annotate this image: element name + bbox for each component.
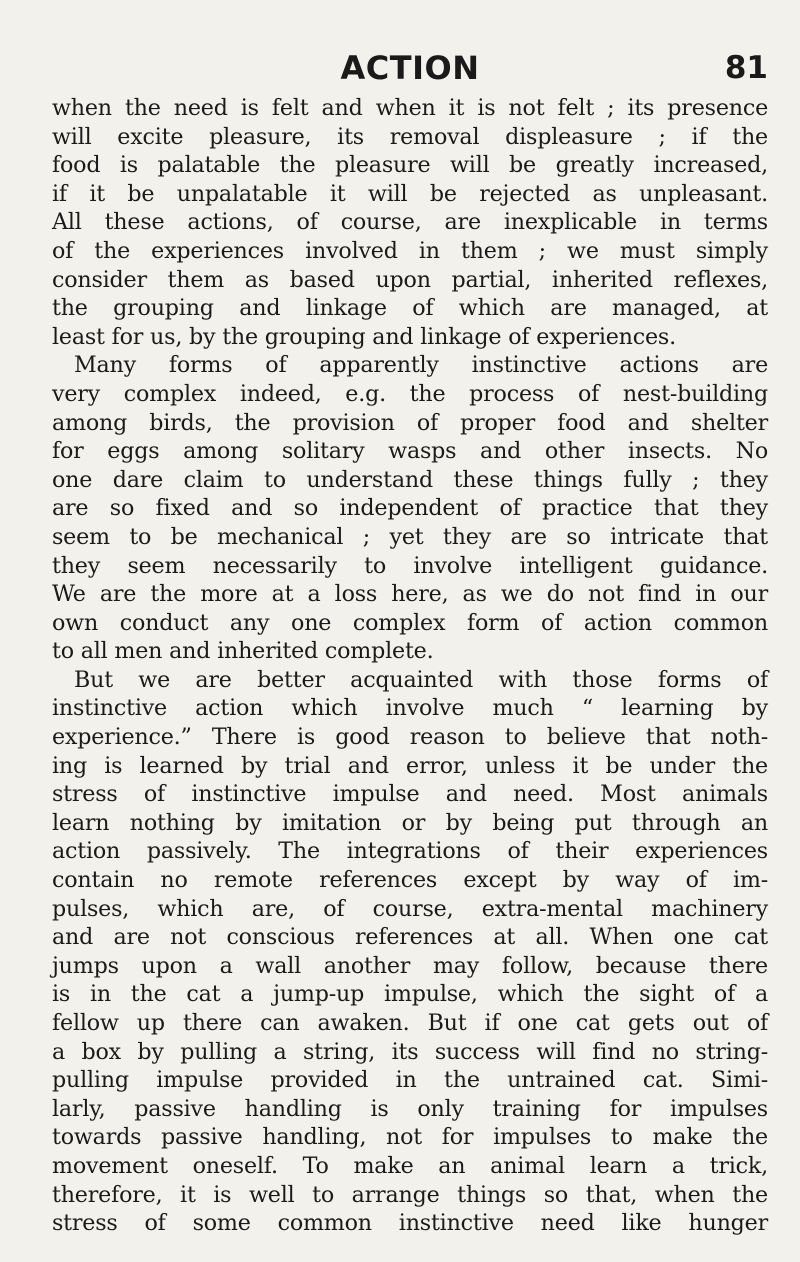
- running-header: [52, 48, 768, 88]
- text-line: are so fixed and so independent of practice that they: [52, 495, 768, 522]
- body-text: [52, 94, 768, 1238]
- text-line: therefore, it is well to arrange things so that, when the: [52, 1181, 768, 1208]
- text-line: very complex indeed, e.g. the process of nest-building: [52, 380, 768, 407]
- text-line: if it be unpalatable it will be rejected as unpleasant.: [52, 180, 768, 207]
- text-line: least for us, by the grouping and linkage of experiences.: [52, 323, 676, 350]
- text-line: the grouping and linkage of which are managed, at: [52, 295, 768, 322]
- text-line: towards passive handling, not for impulses to make the: [52, 1124, 768, 1151]
- text-line: and are not conscious references at all. When one cat: [52, 924, 768, 951]
- book-page: [52, 48, 768, 1238]
- text-line: seem to be mechanical ; yet they are so intricate that: [52, 523, 768, 550]
- text-line: of the experiences involved in them ; we must simply: [52, 237, 768, 264]
- text-line: stress of instinctive impulse and need. Most animals: [52, 781, 768, 808]
- text-line: among birds, the provision of proper food and shelter: [52, 409, 768, 436]
- text-line: jumps upon a wall another may follow, because there: [52, 952, 768, 979]
- text-line: consider them as based upon partial, inherited reflexes,: [52, 266, 768, 293]
- text-line: We are the more at a loss here, as we do not find in our: [52, 581, 768, 608]
- page-title: ACTION: [340, 49, 480, 87]
- text-line: stress of some common instinctive need like hunger: [52, 1210, 768, 1237]
- text-line: to all men and inherited complete.: [52, 638, 434, 665]
- text-line: movement oneself. To make an animal learn a trick,: [52, 1152, 768, 1179]
- text-line: own conduct any one complex form of action common: [52, 609, 768, 636]
- text-line: learn nothing by imitation or by being put through an: [52, 809, 768, 836]
- text-line: instinctive action which involve much “ learning by: [52, 695, 768, 722]
- text-line: All these actions, of course, are inexplicable in terms: [52, 209, 768, 236]
- text-line: pulling impulse provided in the untrained cat. Simi-: [52, 1067, 768, 1094]
- page-number: 81: [724, 50, 768, 86]
- text-line: action passively. The integrations of their experiences: [52, 838, 768, 865]
- text-line: food is palatable the pleasure will be greatly increased,: [52, 152, 768, 179]
- text-line: pulses, which are, of course, extra-mental machinery: [52, 895, 768, 922]
- paragraph-start: Many forms of apparently instinctive actions are: [74, 352, 768, 379]
- text-line: fellow up there can awaken. But if one cat gets out of: [52, 1010, 768, 1036]
- text-line: when the need is felt and when it is not felt ; its presence: [52, 95, 768, 121]
- text-line: larly, passive handling is only training for impulses: [52, 1095, 768, 1122]
- text-line: contain no remote references except by way of im-: [52, 867, 768, 894]
- paragraph-start: But we are better acquainted with those forms of: [74, 666, 768, 693]
- text-line: a box by pulling a string, its success will find no string-: [52, 1038, 768, 1065]
- text-line: experience.” There is good reason to believe that noth-: [52, 724, 768, 751]
- text-line: is in the cat a jump-up impulse, which the sight of a: [52, 981, 768, 1008]
- text-line: ing is learned by trial and error, unless it be under the: [52, 752, 768, 779]
- text-line: they seem necessarily to involve intelligent guidance.: [52, 552, 768, 579]
- text-line: for eggs among solitary wasps and other insects. No: [52, 438, 768, 465]
- text-line: one dare claim to understand these things fully ; they: [52, 466, 768, 493]
- text-line: will excite pleasure, its removal displeasure ; if the: [52, 123, 768, 150]
